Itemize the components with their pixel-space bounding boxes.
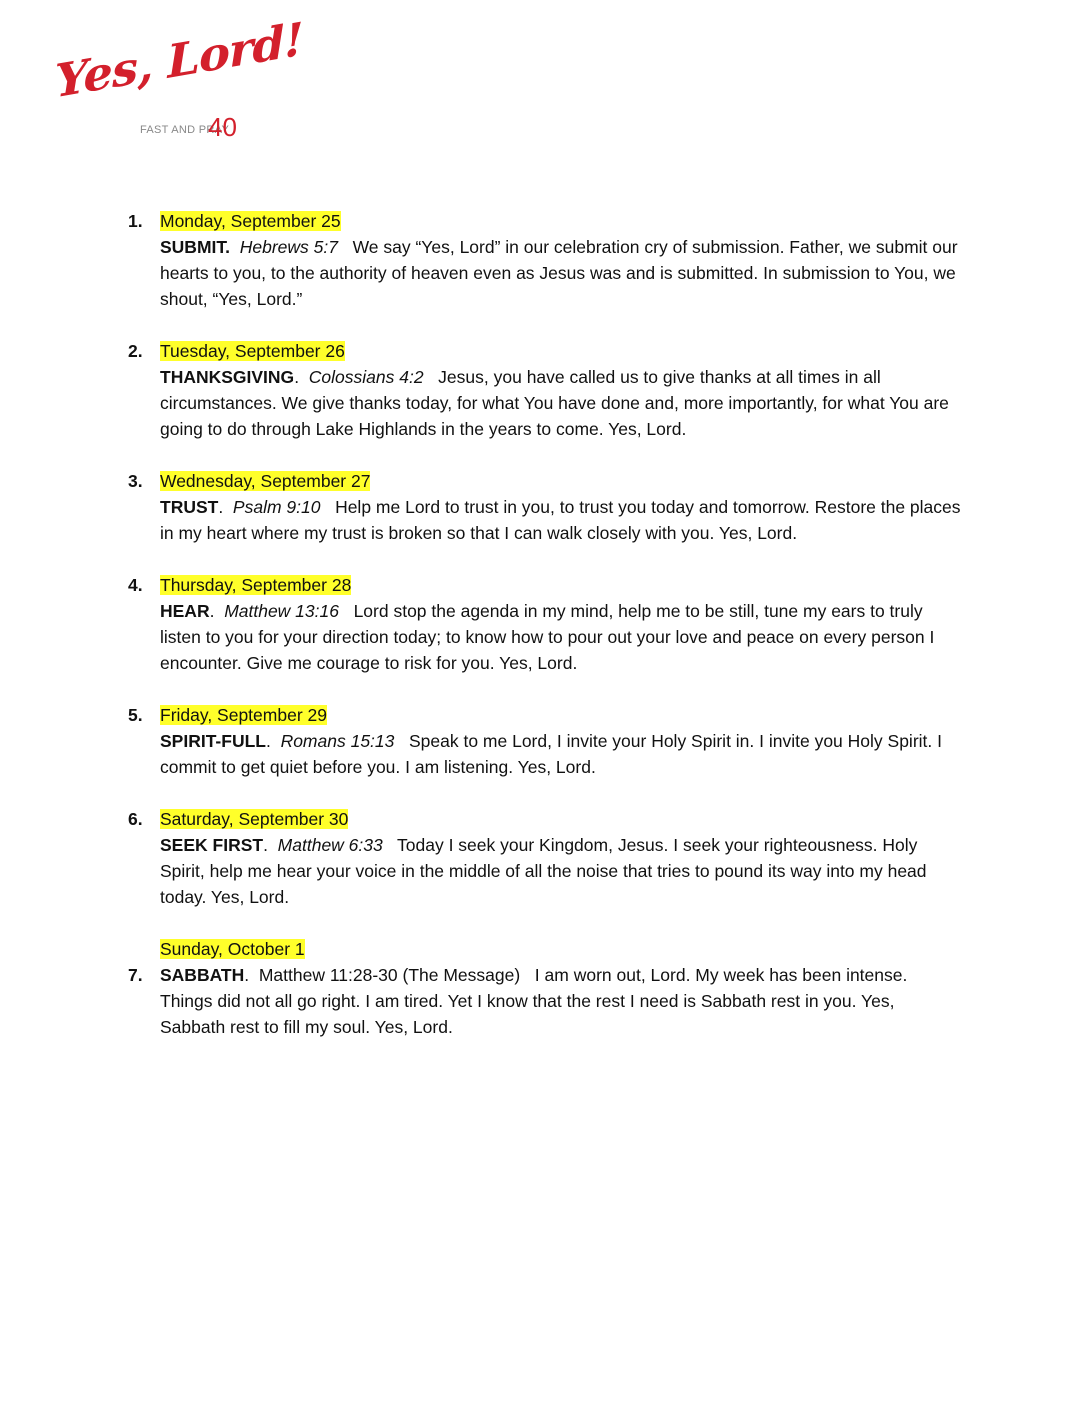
list-item: 6. Saturday, September 30 SEEK FIRST. Matthew 6:33 Today I seek your Kingdom, Jesus. I seek your righteousness. Holy Spirit, help me hear your voice in the middle of all the noise that tries to pound its way into my head today. Yes, Lord. [124, 806, 964, 910]
list-item: 2. Tuesday, September 26 THANKSGIVING. Colossians 4:2 Jesus, you have called us to give thanks at all times in all circumstances. We give thanks today, for what You have done and, more importantly, for what You are going to do through Lake Highlands in the years to come. Yes, Lord. [124, 338, 964, 442]
logo-script: Yes, Lord! [54, 12, 305, 108]
item-number: 2. [128, 341, 143, 361]
item-date: Thursday, September 28 [160, 575, 352, 595]
item-title: SABBATH [160, 965, 245, 985]
logo [54, 12, 305, 150]
item-date: Monday, September 25 [160, 211, 341, 231]
item-reference: Colossians 4:2 [308, 367, 424, 387]
item-text: Today I seek your Kingdom, Jesus. I seek your righteousness. Holy Spirit, help me hear your voice in the middle of all the noise that tries to pound its way into my head today. Yes, Lord. [160, 835, 927, 907]
item-title: SEEK FIRST [160, 835, 264, 855]
item-date: Saturday, September 30 [160, 809, 349, 829]
item-number: 4. [128, 575, 143, 595]
item-number: 7. [128, 965, 143, 985]
item-text: We say “Yes, Lord” in our celebration cry of submission. Father, we submit our hearts to you, to the authority of heaven even as Jesus was and is submitted. In submission to You, we shout, “Yes, Lord.” [160, 237, 958, 309]
item-number: 6. [128, 809, 143, 829]
item-title: TRUST [160, 497, 219, 517]
list-item: 5. Friday, September 29 SPIRIT-FULL. Romans 15:13 Speak to me Lord, I invite your Holy Spirit in. I invite you Holy Spirit. I commit to get quiet before you. I am listening. Yes, Lord. [124, 702, 964, 780]
logo-subtitle: FAST AND PRAY [140, 124, 230, 136]
prayer-list [124, 208, 964, 1066]
item-title: SUBMIT. [160, 237, 230, 257]
list-item [124, 208, 964, 312]
logo-number: 40 [208, 112, 237, 142]
item-text: Lord stop the agenda in my mind, help me to be still, tune my ears to truly listen to you for your direction today; to know how to pour out your love and peace on every person I encounter. Give me courage to risk for you. Yes, Lord. [160, 601, 935, 673]
item-date: Friday, September 29 [160, 705, 327, 725]
item-reference: Romans 15:13 [280, 731, 395, 751]
item-text: Help me Lord to trust in you, to trust you today and tomorrow. Restore the places in my heart where my trust is broken so that I can walk closely with you. Yes, Lord. [160, 497, 961, 543]
list-item: 4. Thursday, September 28 HEAR. Matthew 13:16 Lord stop the agenda in my mind, help me to be still, tune my ears to truly listen to you for your direction today; to know how to pour out your love and peace on every person I encounter. Give me courage to risk for you. Yes, Lord. [124, 572, 964, 676]
item-date: Sunday, October 1 [160, 939, 305, 959]
item-text: Speak to me Lord, I invite your Holy Spirit in. I invite you Holy Spirit. I commit to get quiet before you. I am listening. Yes, Lord. [160, 731, 942, 777]
item-text: I am worn out, Lord. My week has been intense. Things did not all go right. I am tired. Yet I know that the rest I need is Sabbath rest in you. Yes, Sabbath rest to fill my soul. Yes, Lord. [160, 965, 908, 1037]
item-reference: Hebrews 5:7 [239, 237, 338, 257]
item-date: Wednesday, September 27 [160, 471, 371, 491]
item-title: SPIRIT-FULL [160, 731, 266, 751]
list-item: Sunday, October 1 7. SABBATH. Matthew 11:28-30 (The Message) I am worn out, Lord. My week has been intense. Things did not all go right. I am tired. Yet I know that the rest I need is Sabbath rest in you. Yes, Sabbath rest to fill my soul. Yes, Lord. [128, 939, 908, 1037]
item-date: Tuesday, September 26 [160, 341, 345, 361]
list-item: 3. Wednesday, September 27 TRUST. Psalm 9:10 Help me Lord to trust in you, to trust you today and tomorrow. Restore the places in my heart where my trust is broken so that I can walk closely with you. Yes, Lord. [124, 468, 964, 546]
item-number: 5. [128, 705, 143, 725]
item-reference: Matthew 11:28-30 (The Message) [258, 965, 521, 985]
item-title: THANKSGIVING [160, 367, 295, 387]
item-reference: Matthew 6:33 [277, 835, 383, 855]
item-number: 1. [128, 211, 143, 231]
item-reference: Matthew 13:16 [224, 601, 339, 621]
item-number: 3. [128, 471, 143, 491]
item-text: Jesus, you have called us to give thanks at all times in all circumstances. We give thanks today, for what You have done and, more importantly, for what You are going to do through Lake Highlands in the years to come. Yes, Lord. [160, 367, 949, 439]
item-title: HEAR [160, 601, 210, 621]
item-reference: Psalm 9:10 [232, 497, 321, 517]
